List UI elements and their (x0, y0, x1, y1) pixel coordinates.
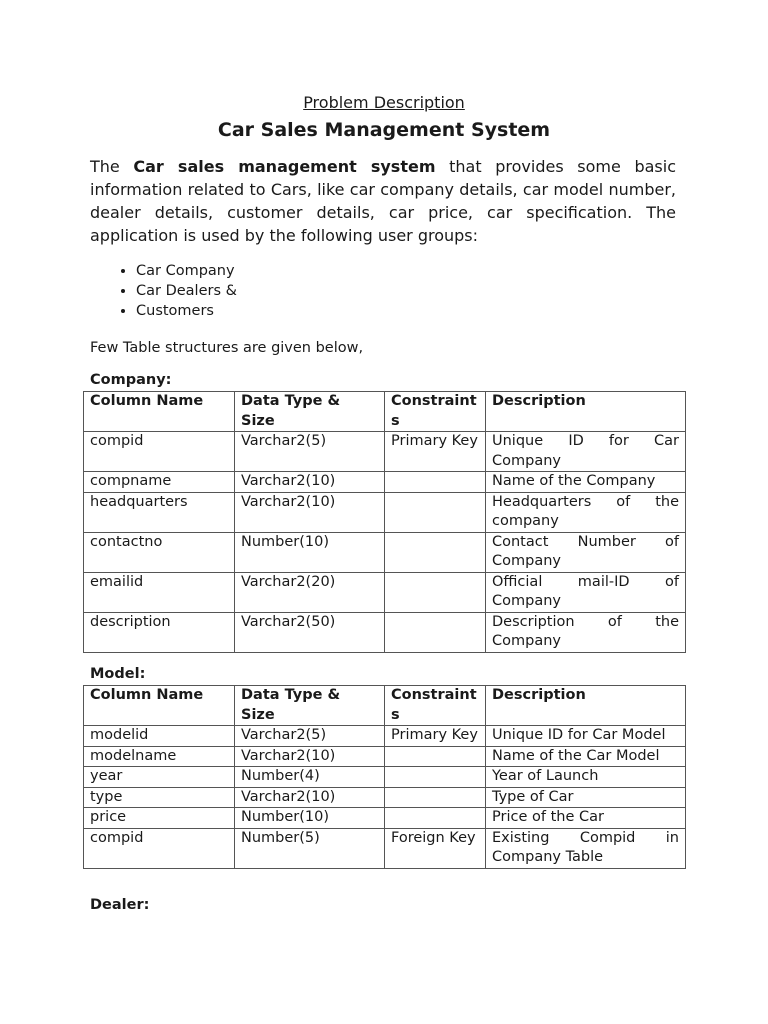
cell-description: Unique ID for Car Model (486, 726, 686, 747)
cell-column-name: compid (84, 432, 235, 472)
cell-column-name: year (84, 767, 235, 788)
cell-data-type: Number(10) (235, 532, 385, 572)
table-row (84, 432, 686, 472)
header-data-type: Data Type & Size (235, 686, 385, 726)
cell-data-type: Varchar2(10) (235, 492, 385, 532)
company-caption: Company: (90, 372, 172, 388)
table-note: Few Table structures are given below, (90, 340, 364, 356)
cell-constraint (385, 532, 486, 572)
cell-description: Official mail-ID of Company (486, 572, 686, 612)
table-row (84, 492, 686, 532)
cell-description: Price of the Car (486, 808, 686, 829)
cell-description: Name of the Car Model (486, 746, 686, 767)
cell-constraint: Primary Key (385, 726, 486, 747)
cell-data-type: Varchar2(5) (235, 432, 385, 472)
header-data-type: Data Type & Size (235, 392, 385, 432)
company-table (83, 391, 686, 653)
cell-data-type: Varchar2(50) (235, 612, 385, 652)
cell-column-name: emailid (84, 572, 235, 612)
intro-prefix: The (90, 157, 134, 176)
table-row (84, 808, 686, 829)
cell-column-name: price (84, 808, 235, 829)
cell-constraint (385, 746, 486, 767)
header-constraints: Constraints (385, 686, 486, 726)
cell-description: Existing Compid in Company Table (486, 828, 686, 868)
cell-column-name: contactno (84, 532, 235, 572)
list-item: • Car Dealers & (136, 281, 237, 301)
table-row (84, 572, 686, 612)
cell-description: Description of the Company (486, 612, 686, 652)
cell-constraint (385, 492, 486, 532)
cell-description: Contact Number of Company (486, 532, 686, 572)
table-row (84, 532, 686, 572)
cell-column-name: compid (84, 828, 235, 868)
model-table (83, 685, 686, 869)
cell-data-type: Varchar2(10) (235, 746, 385, 767)
cell-column-name: headquarters (84, 492, 235, 532)
cell-description: Name of the Company (486, 472, 686, 493)
user-groups-list (108, 261, 237, 321)
table-row (84, 787, 686, 808)
header-description: Description (486, 392, 686, 432)
list-item: • Customers (136, 301, 237, 321)
table-row (84, 767, 686, 788)
cell-data-type: Number(10) (235, 808, 385, 829)
table-row (84, 726, 686, 747)
table-row (84, 612, 686, 652)
cell-data-type: Varchar2(20) (235, 572, 385, 612)
cell-description: Unique ID for Car Company (486, 432, 686, 472)
dealer-caption: Dealer: (90, 897, 150, 913)
cell-column-name: modelid (84, 726, 235, 747)
table-row (84, 472, 686, 493)
intro-bold: Car sales management system (133, 157, 436, 176)
cell-constraint (385, 572, 486, 612)
cell-data-type: Number(5) (235, 828, 385, 868)
cell-constraint (385, 808, 486, 829)
intro-rest: that provides some basic information related to Cars, like car company details, car model number, dealer details, customer details, car price, car specification. The application is used by the following user groups: (90, 157, 676, 245)
list-item: • Car Company (136, 261, 237, 281)
cell-constraint (385, 472, 486, 493)
cell-column-name: description (84, 612, 235, 652)
document-title: Problem Description (303, 93, 465, 112)
cell-data-type: Varchar2(10) (235, 472, 385, 493)
cell-constraint: Primary Key (385, 432, 486, 472)
header-column-name: Column Name (84, 686, 235, 726)
table-header-row (84, 392, 686, 432)
header-column-name: Column Name (84, 392, 235, 432)
cell-description: Type of Car (486, 787, 686, 808)
model-caption: Model: (90, 666, 146, 682)
cell-constraint (385, 767, 486, 788)
cell-description: Year of Launch (486, 767, 686, 788)
table-row (84, 746, 686, 767)
cell-data-type: Number(4) (235, 767, 385, 788)
cell-constraint: Foreign Key (385, 828, 486, 868)
cell-column-name: compname (84, 472, 235, 493)
cell-data-type: Varchar2(5) (235, 726, 385, 747)
cell-constraint (385, 612, 486, 652)
intro-paragraph (90, 155, 676, 247)
table-header-row (84, 686, 686, 726)
cell-column-name: modelname (84, 746, 235, 767)
table-row (84, 828, 686, 868)
cell-data-type: Varchar2(10) (235, 787, 385, 808)
cell-description: Headquarters of the company (486, 492, 686, 532)
header-constraints: Constraints (385, 392, 486, 432)
document-subtitle: Car Sales Management System (217, 119, 551, 141)
cell-column-name: type (84, 787, 235, 808)
cell-constraint (385, 787, 486, 808)
header-description: Description (486, 686, 686, 726)
